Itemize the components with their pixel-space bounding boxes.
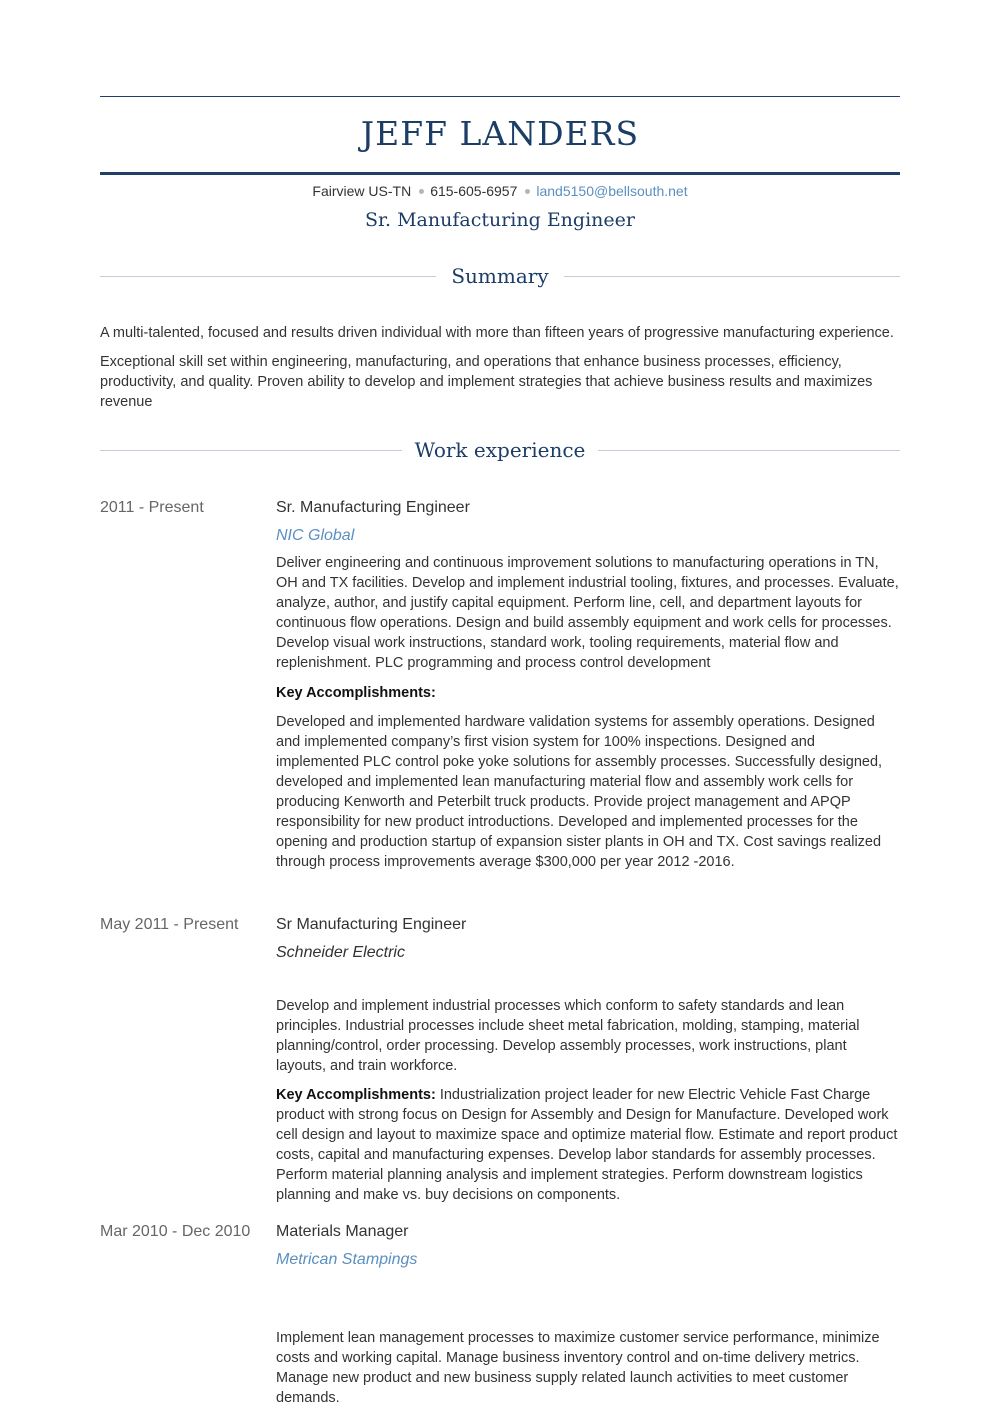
key-accomplishments-label: Key Accomplishments: [276,1087,436,1103]
summary-heading: Summary [451,264,549,288]
location-text: Fairview US-TN [312,183,412,199]
job-role: Sr Manufacturing Engineer [276,916,467,933]
separator-dot-icon [525,189,530,194]
key-accomplishments-label: Key Accomplishments: [276,685,436,701]
email-link[interactable]: land5150@bellsouth.net [536,183,688,199]
headline-title: Sr. Manufacturing Engineer [365,209,635,231]
job-role: Sr. Manufacturing Engineer [276,499,470,516]
job-company: NIC Global [276,527,355,544]
job-accomplishments: Key Accomplishments: Industrialization project leader for new Electric Vehicle Fast Charge product with strong focus on Design for Assembly and Design for Manufacture. Developed work cell design and layout to maximize space and optimize material flow. Estimate and report product costs, capital and manufacturing expenses. Develop labor standards for assembly processes. Perform material planning analysis and implement strategies. Perform downstream logistics planning and make vs. buy decisions on components. [276,1087,898,1203]
job-dates: May 2011 - Present [100,916,239,933]
job-role: Materials Manager [276,1223,409,1240]
job-dates: Mar 2010 - Dec 2010 [100,1223,251,1240]
job-description: Implement lean management processes to maximize customer service performance, minimize costs and working capital. Manage business inventory control and on-time delivery metrics. Manage new product and new business supply related launch activities to meet customer demands. [276,1330,880,1406]
job-description: Deliver engineering and continuous improvement solutions to manufacturing operations in TN, OH and TX facilities. Develop and implement industrial tooling, fixtures, and processes. Evaluate, analyze, author, and justify capital equipment. Perform line, cell, and department layouts for continuous flow operations. Design and build assembly equipment and work cells for processes. Develop visual work instructions, standard work, tooling requirements, material flow and replenishment. PLC programming and process control development [276,555,899,671]
job-accomplishments: Developed and implemented hardware validation systems for assembly operations. Designed and implemented company’s first vision system for 100% inspections. Designed and implemented PLC control poke yoke solutions for assembly processes. Successfully designed, developed and implemented lean manufacturing material flow and assembly work cells for producing Kenworth and Peterbilt truck products. Provide project management and APQP responsibility for new product introductions. Developed and implemented processes for the opening and production startup of expansion sister plants in OH and TX. Cost savings realized through process improvements average $300,000 per year 2012 -2016. [276,714,883,870]
header-bottom-rule [100,172,900,175]
summary-section-heading [100,262,900,292]
job-description: Develop and implement industrial processes which conform to safety standards and lean principles. Industrial processes include sheet metal fabrication, molding, stamping, material planning/control, order processing. Develop assembly processes, work instructions, plant layouts, and train workforce. [276,998,860,1074]
candidate-name: JEFF LANDERS [360,114,640,153]
summary-paragraph: Exceptional skill set within engineering, manufacturing, and operations that enhance business processes, efficiency, productivity, and quality. Proven ability to develop and implement strategies that achieve business results and maximizes revenue [100,354,873,410]
job-dates: 2011 - Present [100,499,204,516]
experience-heading: Work experience [414,438,586,462]
contact-line [100,181,900,201]
header-top-rule [100,96,900,97]
separator-dot-icon [419,189,424,194]
job-company: Schneider Electric [276,944,405,961]
summary-paragraph: A multi-talented, focused and results driven individual with more than fifteen years of progressive manufacturing experience. [100,325,894,341]
phone-text: 615-605-6957 [430,183,518,199]
job-company: Metrican Stampings [276,1251,418,1268]
experience-section-heading [100,436,900,466]
